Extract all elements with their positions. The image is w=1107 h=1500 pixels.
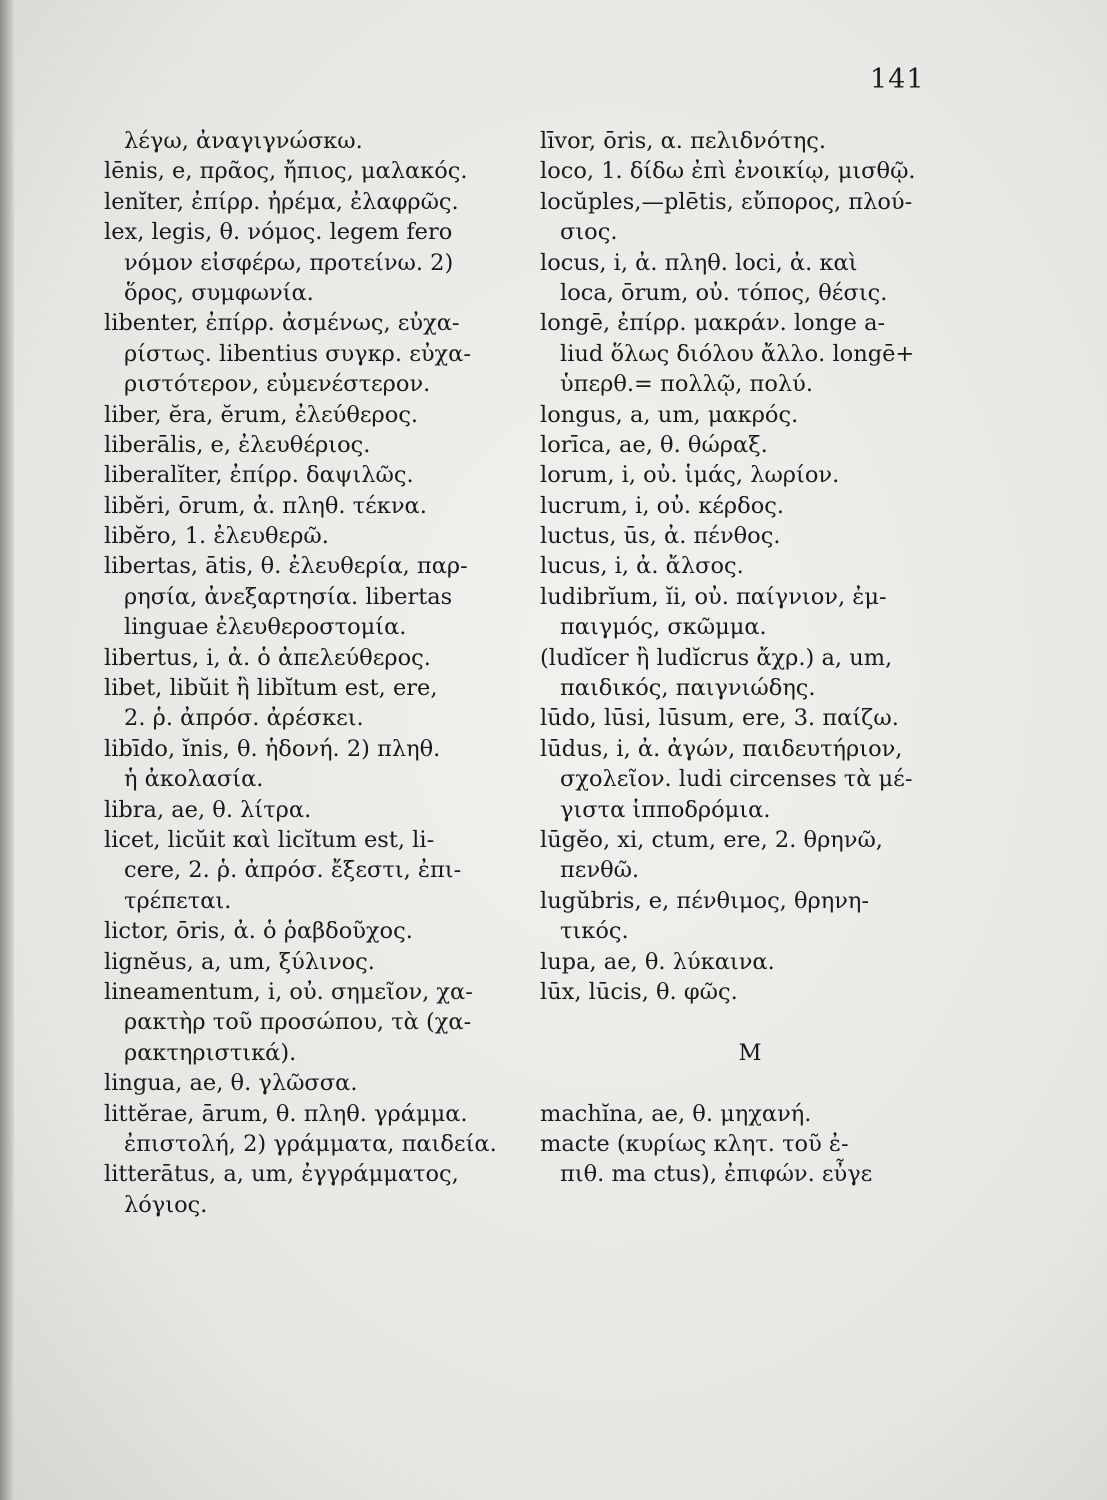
dictionary-line: libra, ae, θ. λίτρα. <box>104 796 312 823</box>
dictionary-line: cere, 2. ῥ. ἀπρόσ. ἔξεστι, ἐπι- <box>124 857 462 884</box>
dictionary-line: ludibrĭum, ĭi, οὐ. παίγνιον, ἐμ- <box>540 583 887 610</box>
dictionary-line: ριστότερον, εὐμενέστερον. <box>124 371 431 398</box>
dictionary-line: luctus, ūs, ἀ. πένθος. <box>540 523 781 550</box>
dictionary-line: liberālis, e, ἐλευθέριος. <box>104 431 371 458</box>
dictionary-line: lineamentum, i, οὐ. σημεῖον, χα- <box>104 978 473 1005</box>
dictionary-line: lūgĕo, xi, ctum, ere, 2. θρηνῶ, <box>540 826 883 853</box>
dictionary-line: liud ὅλως διόλου ἄλλο. longē+ <box>560 340 915 367</box>
dictionary-line: lupa, ae, θ. λύκαινα. <box>540 948 775 975</box>
right-column-entries <box>540 126 980 1007</box>
dictionary-line: libenter, ἐπίρρ. ἀσμένως, εὐχα- <box>104 310 460 337</box>
dictionary-line: litterātus, a, um, ἐγγράμματος, <box>104 1161 459 1188</box>
dictionary-line: lūx, lūcis, θ. φῶς. <box>540 978 738 1005</box>
dictionary-line: libīdo, ĭnis, θ. ἡδονή. 2) πληθ. <box>104 735 441 762</box>
dictionary-line: νόμον εἰσφέρω, προτείνω. 2) <box>124 249 454 276</box>
dictionary-line: libertus, i, ἀ. ὁ ἀπελεύθερος. <box>104 644 431 671</box>
dictionary-line: licet, licŭit καὶ licĭtum est, li- <box>104 826 435 853</box>
dictionary-line: longus, a, um, μακρός. <box>540 401 799 428</box>
dictionary-line: lucrum, i, οὐ. κέρδος. <box>540 492 784 519</box>
dictionary-line: ἐπιστολή, 2) γράμματα, παιδεία. <box>124 1130 497 1157</box>
dictionary-line: ὑπερθ.= πολλῷ, πολύ. <box>560 371 813 398</box>
section-letter: M <box>738 1039 762 1066</box>
dictionary-line: σιος. <box>560 219 618 246</box>
dictionary-line: lucus, i, ἀ. ἄλσος. <box>540 553 744 580</box>
dictionary-line: macte (κυρίως κλητ. τοῦ ἐ- <box>540 1130 849 1157</box>
dictionary-line: loca, ōrum, οὐ. τόπος, θέσις. <box>560 279 888 306</box>
dictionary-line: lingua, ae, θ. γλῶσσα. <box>104 1070 358 1097</box>
dictionary-line: 2. ῥ. ἀπρόσ. ἀρέσκει. <box>124 705 364 732</box>
section-gap <box>540 1068 980 1098</box>
right-column <box>540 126 980 1190</box>
dictionary-line: lēnis, e, πρᾶος, ἤπιος, μαλακός. <box>104 158 468 185</box>
dictionary-line: πενθῶ. <box>560 857 640 884</box>
dictionary-line: ἡ ἀκολασία. <box>124 766 264 793</box>
dictionary-line: libĕro, 1. ἐλευθερῶ. <box>104 523 329 550</box>
dictionary-line: lugŭbris, e, πένθιμος, θρηνη- <box>540 887 869 914</box>
dictionary-line: λέγω, ἀναγιγνώσκω. <box>124 128 363 154</box>
dictionary-line: machĭna, ae, θ. μηχανή. <box>540 1100 812 1127</box>
dictionary-line: ρακτὴρ τοῦ προσώπου, τὰ (χα- <box>124 1009 472 1036</box>
page-number: 141 <box>870 64 925 95</box>
right-column-section-entries <box>540 1099 980 1190</box>
dictionary-line: πιθ. ma ctus), ἐπιφών. εὖγε <box>560 1161 873 1188</box>
dictionary-line: liber, ĕra, ĕrum, ἐλεύθερος. <box>104 401 419 428</box>
dictionary-line: liberalĭter, ἐπίρρ. δαψιλῶς. <box>104 462 414 489</box>
page-binding-edge <box>0 0 14 1500</box>
dictionary-line: lūdo, lūsi, lūsum, ere, 3. παίζω. <box>540 705 899 732</box>
dictionary-line: locus, i, ἀ. πληθ. loci, ἀ. καὶ <box>540 249 858 276</box>
dictionary-line: līvor, ōris, α. πελιδνότης. <box>540 128 827 154</box>
dictionary-line: τικός. <box>560 918 629 945</box>
dictionary-line: locŭples,—plētis, εὔπορος, πλού- <box>540 188 913 215</box>
dictionary-line: lignĕus, a, um, ξύλινος. <box>104 948 375 975</box>
dictionary-line: ὅρος, συμφωνία. <box>124 279 314 306</box>
dictionary-line: libĕri, ōrum, ἀ. πληθ. τέκνα. <box>104 492 427 519</box>
dictionary-line: lorum, i, οὐ. ἱμάς, λωρίον. <box>540 462 840 489</box>
dictionary-line: libertas, ātis, θ. ἐλευθερία, παρ- <box>104 553 468 580</box>
dictionary-line: lorīca, ae, θ. θώραξ. <box>540 431 768 458</box>
dictionary-line: (ludĭcer ἢ ludĭcrus ἄχρ.) a, um, <box>540 644 893 671</box>
dictionary-line: ρίστως. libentius συγκρ. εὐχα- <box>124 340 471 367</box>
left-column <box>104 126 524 1220</box>
dictionary-line: linguae ἐλευθεροστομία. <box>124 614 407 641</box>
dictionary-line: libet, libŭit ἢ libĭtum est, ere, <box>104 675 438 702</box>
dictionary-line: ρακτηριστικά). <box>124 1039 297 1066</box>
section-gap <box>540 1007 980 1037</box>
dictionary-line: γιστα ἱπποδρόμια. <box>560 796 771 823</box>
dictionary-line: lenĭter, ἐπίρρ. ἠρέμα, ἐλαφρῶς. <box>104 188 459 215</box>
dictionary-line: loco, 1. δίδω ἐπὶ ἐνοικίῳ, μισθῷ. <box>540 158 916 185</box>
dictionary-line: ρησία, ἀνεξαρτησία. libertas <box>124 583 453 610</box>
dictionary-line: longē, ἐπίρρ. μακράν. longe a- <box>540 310 886 337</box>
dictionary-line: παιδικός, παιγνιώδης. <box>560 675 816 702</box>
dictionary-line: lex, legis, θ. νόμος. legem fero <box>104 219 453 246</box>
dictionary-line: λόγιος. <box>124 1191 208 1218</box>
dictionary-line: lūdus, i, ἀ. ἀγών, παιδευτήριον, <box>540 735 903 762</box>
dictionary-line: παιγμός, σκῶμμα. <box>560 614 767 641</box>
dictionary-line: τρέπεται. <box>124 887 232 914</box>
dictionary-line: σχολεῖον. ludi circenses τὰ μέ- <box>560 766 913 793</box>
dictionary-line: littĕrae, ārum, θ. πληθ. γράμμα. <box>104 1100 468 1127</box>
dictionary-line: lictor, ōris, ἀ. ὁ ῥαβδοῦχος. <box>104 918 413 945</box>
